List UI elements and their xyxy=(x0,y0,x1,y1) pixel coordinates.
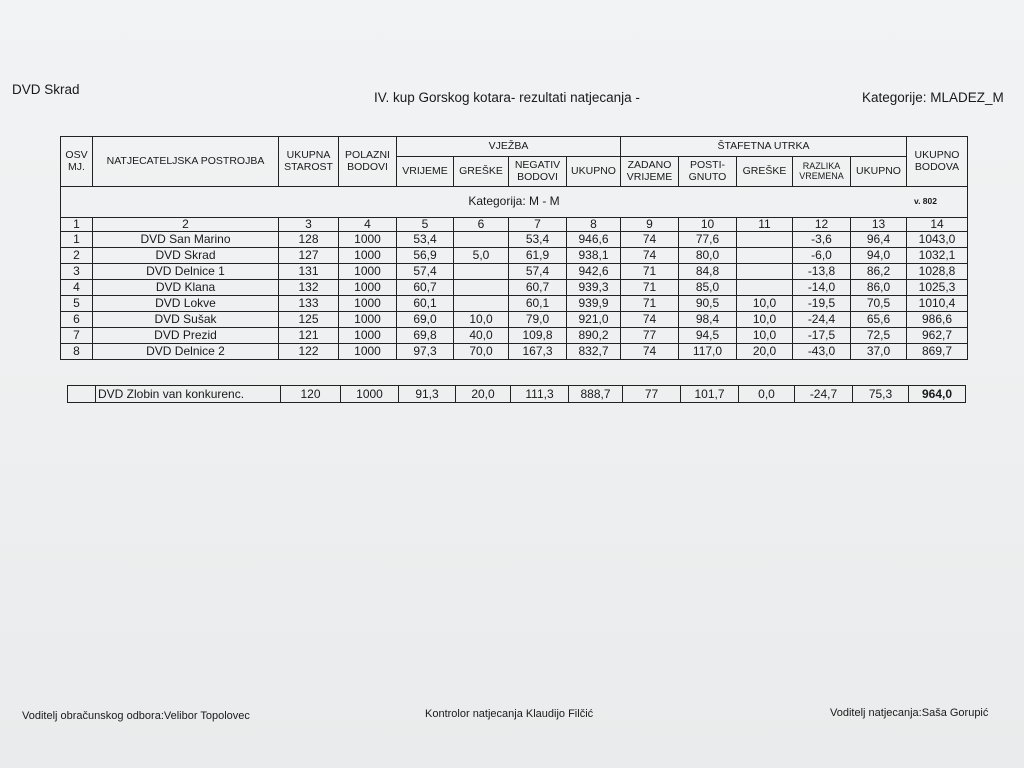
cell-errors: 20,0 xyxy=(456,386,511,403)
cell-place: 1 xyxy=(61,232,93,248)
cell-place: 2 xyxy=(61,248,93,264)
cell-grand: 1025,3 xyxy=(907,280,968,296)
column-number: 9 xyxy=(621,218,679,232)
cell-neg: 60,1 xyxy=(509,296,567,312)
cell-base: 1000 xyxy=(339,344,397,360)
cell-place: 6 xyxy=(61,312,93,328)
table-row xyxy=(61,264,968,280)
cell-base: 1000 xyxy=(339,328,397,344)
cell-age: 125 xyxy=(279,312,339,328)
cell-r_total: 70,5 xyxy=(851,296,907,312)
cell-set: 77 xyxy=(621,328,679,344)
results-table xyxy=(60,136,968,360)
cell-set: 71 xyxy=(621,264,679,280)
col-header-age: UKUPNA STAROST xyxy=(279,137,339,187)
col-header-team: NATJECATELJSKA POSTROJBA xyxy=(93,137,279,187)
cell-time: 69,8 xyxy=(397,328,454,344)
cell-r_errors: 20,0 xyxy=(737,344,793,360)
cell-grand: 1010,4 xyxy=(907,296,968,312)
col-header-relay-achieved: POSTI- GNUTO xyxy=(679,157,737,187)
cell-place: 3 xyxy=(61,264,93,280)
category-row xyxy=(61,187,968,218)
table-row xyxy=(61,328,968,344)
table-row xyxy=(61,344,968,360)
cell-r_errors: 10,0 xyxy=(737,312,793,328)
cell-grand: 1032,1 xyxy=(907,248,968,264)
cell-set: 74 xyxy=(621,232,679,248)
cell-time: 91,3 xyxy=(399,386,456,403)
cell-grand: 962,7 xyxy=(907,328,968,344)
column-number: 6 xyxy=(454,218,509,232)
cell-r_total: 94,0 xyxy=(851,248,907,264)
column-number: 10 xyxy=(679,218,737,232)
cell-age: 128 xyxy=(279,232,339,248)
cell-achieved: 90,5 xyxy=(679,296,737,312)
cell-neg: 60,7 xyxy=(509,280,567,296)
table-row xyxy=(61,280,968,296)
cell-errors: 5,0 xyxy=(454,248,509,264)
cell-time: 57,4 xyxy=(397,264,454,280)
column-number: 13 xyxy=(851,218,907,232)
col-header-vjezba-neg: NEGATIV BODOVI xyxy=(509,157,567,187)
cell-team: DVD Zlobin van konkurenc. xyxy=(96,386,281,403)
cell-team: DVD Delnice 2 xyxy=(93,344,279,360)
column-number: 14 xyxy=(907,218,968,232)
cell-total: 946,6 xyxy=(567,232,621,248)
cell-neg: 167,3 xyxy=(509,344,567,360)
col-header-vjezba-time: VRIJEME xyxy=(397,157,454,187)
cell-team: DVD Lokve xyxy=(93,296,279,312)
cell-r_total: 86,2 xyxy=(851,264,907,280)
out-of-competition-table xyxy=(67,385,966,403)
cell-achieved: 117,0 xyxy=(679,344,737,360)
column-number: 3 xyxy=(279,218,339,232)
cell-set: 74 xyxy=(621,344,679,360)
cell-achieved: 98,4 xyxy=(679,312,737,328)
cell-team: DVD San Marino xyxy=(93,232,279,248)
cell-base: 1000 xyxy=(339,296,397,312)
col-header-relay-set: ZADANO VRIJEME xyxy=(621,157,679,187)
cell-set: 77 xyxy=(623,386,681,403)
cell-total: 938,1 xyxy=(567,248,621,264)
cell-team: DVD Sušak xyxy=(93,312,279,328)
cell-diff: -6,0 xyxy=(793,248,851,264)
table-row xyxy=(61,232,968,248)
cell-grand: 1028,8 xyxy=(907,264,968,280)
cell-diff: -24,7 xyxy=(795,386,853,403)
table-row xyxy=(61,248,968,264)
cell-grand: 1043,0 xyxy=(907,232,968,248)
cell-team: DVD Delnice 1 xyxy=(93,264,279,280)
cell-achieved: 101,7 xyxy=(681,386,739,403)
cell-achieved: 77,6 xyxy=(679,232,737,248)
footer-left: Voditelj obračunskog odbora:Velibor Topolovec xyxy=(22,710,250,722)
cell-r_total: 96,4 xyxy=(851,232,907,248)
cell-total: 890,2 xyxy=(567,328,621,344)
cell-errors: 40,0 xyxy=(454,328,509,344)
footer-right: Voditelj natjecanja:Saša Gorupić xyxy=(830,707,989,719)
cell-errors xyxy=(454,280,509,296)
col-header-vjezba-errors: GREŠKE xyxy=(454,157,509,187)
cell-age: 120 xyxy=(281,386,341,403)
cell-neg: 57,4 xyxy=(509,264,567,280)
cell-set: 71 xyxy=(621,280,679,296)
cell-r_total: 65,6 xyxy=(851,312,907,328)
version-label: v. 802 xyxy=(913,196,937,206)
col-group-relay: ŠTAFETNA UTRKA xyxy=(621,137,907,157)
col-header-base-points: POLAZNI BODOVI xyxy=(339,137,397,187)
cell-base: 1000 xyxy=(341,386,399,403)
cell-neg: 61,9 xyxy=(509,248,567,264)
cell-total: 939,3 xyxy=(567,280,621,296)
cell-neg: 109,8 xyxy=(509,328,567,344)
cell-r_total: 75,3 xyxy=(853,386,909,403)
column-number: 8 xyxy=(567,218,621,232)
cell-r_errors: 0,0 xyxy=(739,386,795,403)
cell-achieved: 94,5 xyxy=(679,328,737,344)
cell-r_errors xyxy=(737,280,793,296)
cell-time: 53,4 xyxy=(397,232,454,248)
cell-achieved: 84,8 xyxy=(679,264,737,280)
cell-age: 122 xyxy=(279,344,339,360)
cell-r_total: 72,5 xyxy=(851,328,907,344)
cell-total: 832,7 xyxy=(567,344,621,360)
cell-team: DVD Prezid xyxy=(93,328,279,344)
cell-set: 74 xyxy=(621,248,679,264)
cell-place: 8 xyxy=(61,344,93,360)
cell-total: 942,6 xyxy=(567,264,621,280)
cell-diff: -24,4 xyxy=(793,312,851,328)
column-number: 12 xyxy=(793,218,851,232)
cell-neg: 79,0 xyxy=(509,312,567,328)
cell-base: 1000 xyxy=(339,312,397,328)
cell-r_total: 37,0 xyxy=(851,344,907,360)
cell-time: 56,9 xyxy=(397,248,454,264)
cell-neg: 53,4 xyxy=(509,232,567,248)
cell-age: 121 xyxy=(279,328,339,344)
column-number: 11 xyxy=(737,218,793,232)
col-header-relay-diff: RAZLIKA VREMENA xyxy=(793,157,851,187)
column-number: 7 xyxy=(509,218,567,232)
cell-diff: -14,0 xyxy=(793,280,851,296)
cell-total: 888,7 xyxy=(569,386,623,403)
cell-achieved: 80,0 xyxy=(679,248,737,264)
cell-errors: 70,0 xyxy=(454,344,509,360)
cell-errors: 10,0 xyxy=(454,312,509,328)
table-row-extra xyxy=(68,386,966,403)
cell-grand: 986,6 xyxy=(907,312,968,328)
cell-neg: 111,3 xyxy=(511,386,569,403)
table-row xyxy=(61,312,968,328)
cell-total: 921,0 xyxy=(567,312,621,328)
cell-place: 4 xyxy=(61,280,93,296)
cell-r_errors: 10,0 xyxy=(737,296,793,312)
cell-r_errors xyxy=(737,264,793,280)
cell-r_errors xyxy=(737,248,793,264)
cell-set: 74 xyxy=(621,312,679,328)
cell-diff: -17,5 xyxy=(793,328,851,344)
table-row xyxy=(61,296,968,312)
cell-diff: -13,8 xyxy=(793,264,851,280)
col-header-relay-errors: GREŠKE xyxy=(737,157,793,187)
category-title: Kategorija: M - M xyxy=(468,194,560,209)
cell-time: 60,1 xyxy=(397,296,454,312)
club-name: DVD Skrad xyxy=(12,82,80,97)
cell-time: 60,7 xyxy=(397,280,454,296)
cell-place: 7 xyxy=(61,328,93,344)
col-header-total: UKUPNO BODOVA xyxy=(907,137,968,187)
column-number: 5 xyxy=(397,218,454,232)
cell-diff: -3,6 xyxy=(793,232,851,248)
col-group-vjezba: VJEŽBA xyxy=(397,137,621,157)
cell-time: 69,0 xyxy=(397,312,454,328)
col-header-place: OSV MJ. xyxy=(61,137,93,187)
cell-base: 1000 xyxy=(339,248,397,264)
col-header-relay-total: UKUPNO xyxy=(851,157,907,187)
column-number-row xyxy=(61,218,968,232)
cell-grand: 869,7 xyxy=(907,344,968,360)
cell-errors xyxy=(454,264,509,280)
footer-center: Kontrolor natjecanja Klaudijo Filčić xyxy=(425,708,594,720)
cell-age: 133 xyxy=(279,296,339,312)
cell-achieved: 85,0 xyxy=(679,280,737,296)
cell-diff: -43,0 xyxy=(793,344,851,360)
cell-base: 1000 xyxy=(339,280,397,296)
cell-r_total: 86,0 xyxy=(851,280,907,296)
cell-team: DVD Klana xyxy=(93,280,279,296)
cell-place xyxy=(68,386,96,403)
cell-place: 5 xyxy=(61,296,93,312)
cell-age: 132 xyxy=(279,280,339,296)
cell-diff: -19,5 xyxy=(793,296,851,312)
column-number: 1 xyxy=(61,218,93,232)
cell-age: 131 xyxy=(279,264,339,280)
cell-grand: 964,0 xyxy=(909,386,966,403)
cell-errors xyxy=(454,296,509,312)
cell-errors xyxy=(454,232,509,248)
cell-r_errors: 10,0 xyxy=(737,328,793,344)
cell-age: 127 xyxy=(279,248,339,264)
category-label: Kategorije: MLADEZ_M xyxy=(862,90,1004,105)
cell-base: 1000 xyxy=(339,232,397,248)
col-header-vjezba-total: UKUPNO xyxy=(567,157,621,187)
cell-set: 71 xyxy=(621,296,679,312)
column-number: 2 xyxy=(93,218,279,232)
page-title: IV. kup Gorskog kotara- rezultati natjecanja - xyxy=(374,90,640,105)
column-number: 4 xyxy=(339,218,397,232)
cell-total: 939,9 xyxy=(567,296,621,312)
cell-base: 1000 xyxy=(339,264,397,280)
cell-team: DVD Skrad xyxy=(93,248,279,264)
cell-r_errors xyxy=(737,232,793,248)
cell-time: 97,3 xyxy=(397,344,454,360)
